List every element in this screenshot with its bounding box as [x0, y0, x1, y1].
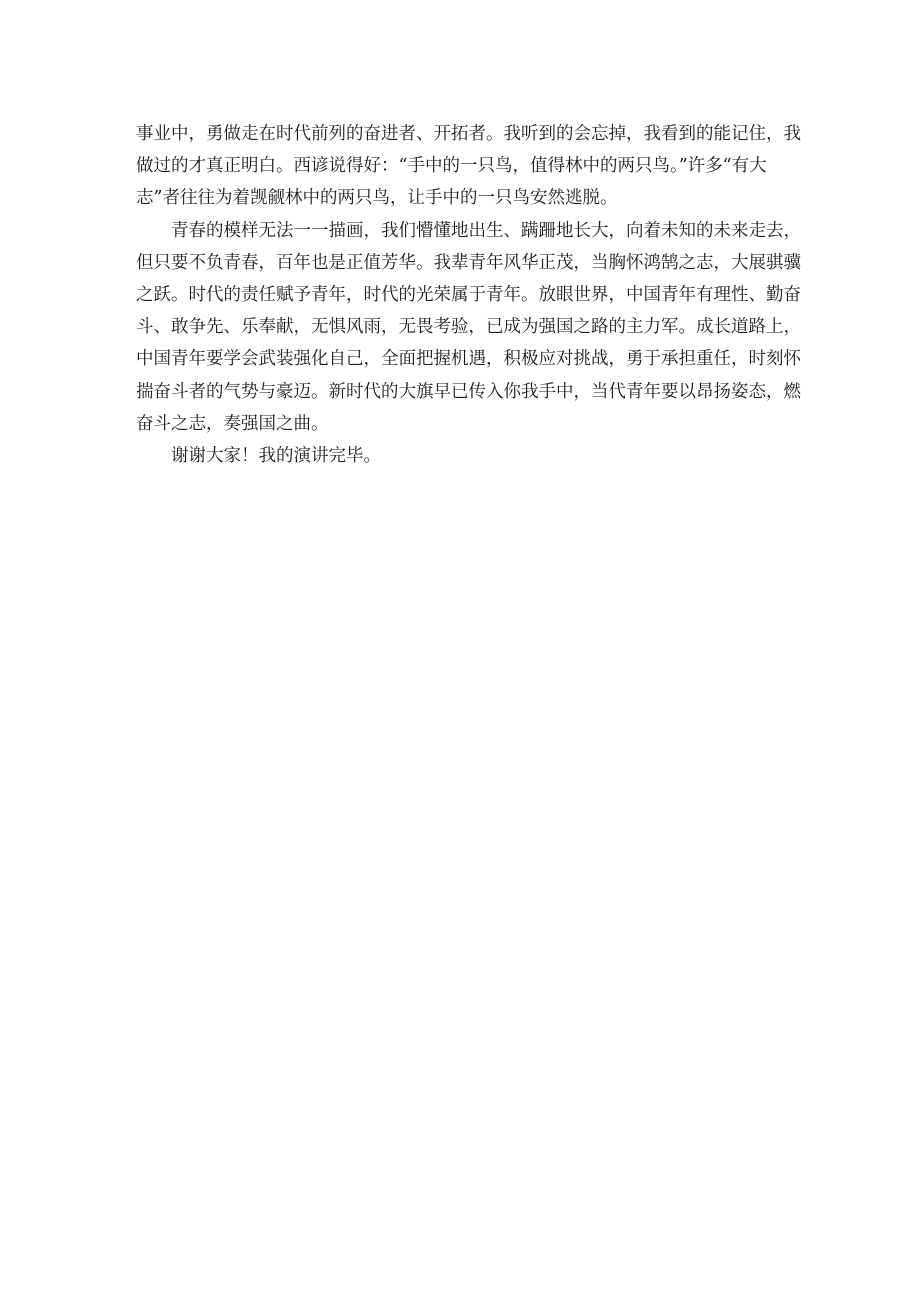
text-line: 中国青年要学会武装强化自己，全面把握机遇，积极应对挑战，勇于承担重任，时刻怀 — [136, 349, 801, 370]
paragraph-3-closing — [136, 440, 792, 472]
document-body — [136, 118, 801, 472]
text-line: 青春的模样无法一一描画，我们懵懂地出生、蹒跚地长大，向着未知的未来走去， — [171, 220, 801, 241]
text-line: 奋斗之志，奏强国之曲。 — [136, 413, 329, 434]
text-line: 事业中，勇做走在时代前列的奋进者、开拓者。我听到的会忘掉，我看到的能记住，我 — [136, 124, 801, 144]
text-line: 做过的才真正明白。西谚说得好：“手中的一只鸟，值得林中的两只鸟。”许多“有大 — [136, 156, 767, 177]
text-line: 谢谢大家！我的演讲完毕。 — [171, 446, 381, 467]
text-line: 志”者往往为着觊觎林中的两只鸟，让手中的一只鸟安然逃脱。 — [136, 188, 618, 209]
text-line: 斗、敢争先、乐奉献，无惧风雨，无畏考验，已成为强国之路的主力军。成长道路上， — [136, 317, 801, 338]
text-line: 揣奋斗者的气势与豪迈。新时代的大旗早已传入你我手中，当代青年要以昂扬姿态，燃 — [136, 381, 801, 402]
text-line: 之跃。时代的责任赋予青年，时代的光荣属于青年。放眼世界，中国青年有理性、勤奋 — [136, 285, 801, 306]
paragraph-2 — [136, 215, 801, 440]
paragraph-1 — [136, 118, 801, 215]
text-line: 但只要不负青春，百年也是正值芳华。我辈青年风华正茂，当胸怀鸿鹄之志，大展骐骥 — [136, 252, 801, 273]
